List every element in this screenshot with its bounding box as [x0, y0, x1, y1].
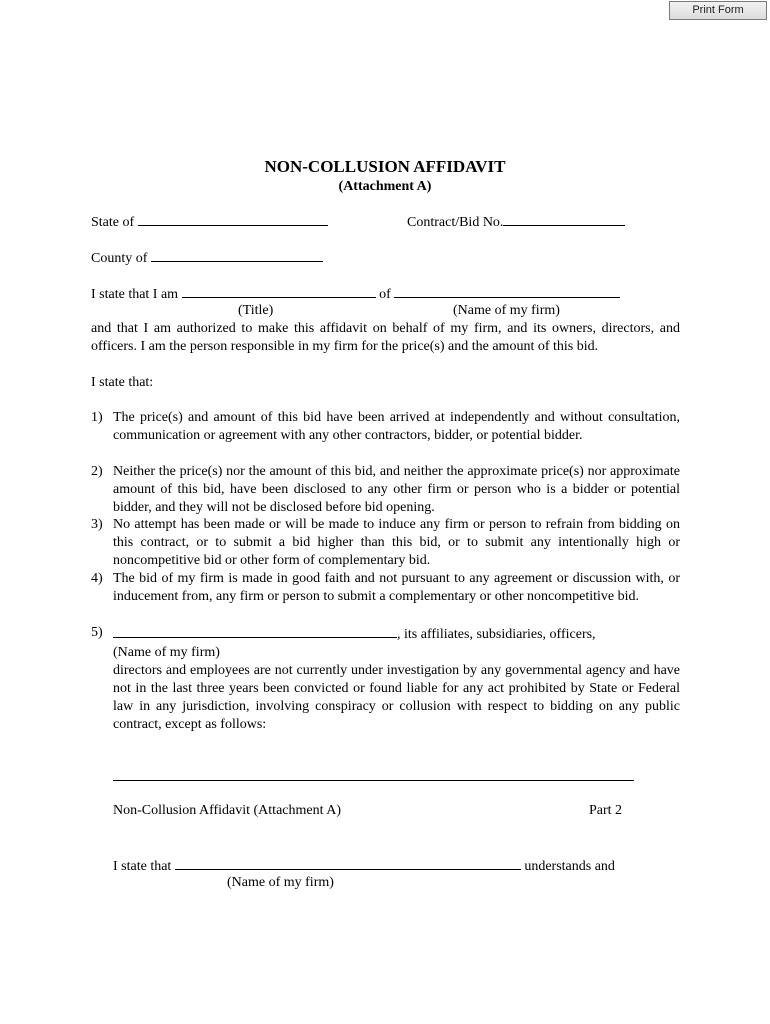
document-subtitle: (Attachment A)	[338, 179, 432, 194]
list-item-number: 5)	[91, 625, 103, 640]
print-form-button[interactable]: Print Form	[669, 1, 767, 20]
list-item-number: 2)	[91, 464, 103, 479]
list-item	[91, 516, 680, 570]
list-item-number: 3)	[91, 517, 103, 532]
part2-caption: (Name of my firm)	[227, 875, 334, 890]
item5-caption: (Name of my firm)	[113, 645, 220, 660]
item5-after-blank: , its affiliates, subsidiaries, officers,	[397, 627, 596, 642]
state-label: State of	[91, 215, 135, 230]
footer-right: Part 2	[589, 803, 623, 818]
list-item	[91, 570, 680, 606]
part2-firm-field[interactable]	[175, 856, 521, 870]
contract-field[interactable]	[503, 212, 625, 226]
document-title: NON-COLLUSION AFFIDAVIT	[264, 157, 506, 176]
intro-paragraph: and that I am authorized to make this affidavit on behalf of my firm, and its owners, directors, and officers. I am the person responsible in my firm for the price(s) and the amount of this bid.	[91, 321, 680, 354]
firm-field[interactable]	[394, 284, 620, 298]
i-state-that: I state that:	[91, 375, 154, 390]
state-row	[91, 212, 328, 232]
item5-first-line	[113, 624, 680, 644]
list-item-text: Neither the price(s) nor the amount of this bid, and neither the approximate price(s) nor approximate amount of this bid, have been disclosed to any other firm or person who is a bidder or potential bidder, and they will not be disclosed before bid opening.	[113, 464, 680, 515]
county-row	[91, 248, 323, 268]
county-label: County of	[91, 251, 148, 266]
item5-firm-field[interactable]	[113, 624, 397, 638]
list-item-text: No attempt has been made or will be made to induce any firm or person to refrain from bidding on this contract, or to submit a bid higher than this bid, or to submit any intentionally high or noncompetitive bid or other form of complementary bid.	[113, 517, 680, 568]
county-field[interactable]	[151, 248, 323, 262]
part2-row	[113, 856, 615, 876]
list-item-number: 1)	[91, 410, 103, 425]
list-item	[91, 463, 680, 517]
list-item-text: The price(s) and amount of this bid have been arrived at independently and without consultation, communication or agreement with any other contractors, bidder, or potential bidder.	[113, 410, 680, 443]
firm-caption: (Name of my firm)	[453, 303, 560, 318]
of-label: of	[379, 287, 391, 302]
title-caption: (Title)	[238, 303, 274, 318]
exception-line[interactable]	[113, 780, 634, 781]
contract-row	[407, 212, 625, 232]
list-item	[91, 409, 680, 445]
contract-label: Contract/Bid No.	[407, 215, 504, 230]
title-field[interactable]	[182, 284, 376, 298]
list-item-number: 4)	[91, 571, 103, 586]
item5-text: directors and employees are not currently under investigation by any governmental agency and have not in the last three years been convicted or found liable for any act prohibited by State or Federal law in any jurisdiction, involving conspiracy or collusion with respect to bidding on any public contract, except as follows:	[113, 663, 680, 732]
i-state-row	[91, 284, 620, 304]
list-item-5	[91, 624, 680, 734]
part2-after-blank: understands and	[524, 859, 615, 874]
footer-left: Non-Collusion Affidavit (Attachment A)	[113, 803, 341, 818]
part2-label: I state that	[113, 859, 172, 874]
list-item-text: The bid of my firm is made in good faith and not pursuant to any agreement or discussion with, or inducement from, any firm or person to submit a complementary or other noncompetitive bid.	[113, 571, 680, 604]
state-field[interactable]	[138, 212, 328, 226]
i-state-label: I state that I am	[91, 287, 179, 302]
